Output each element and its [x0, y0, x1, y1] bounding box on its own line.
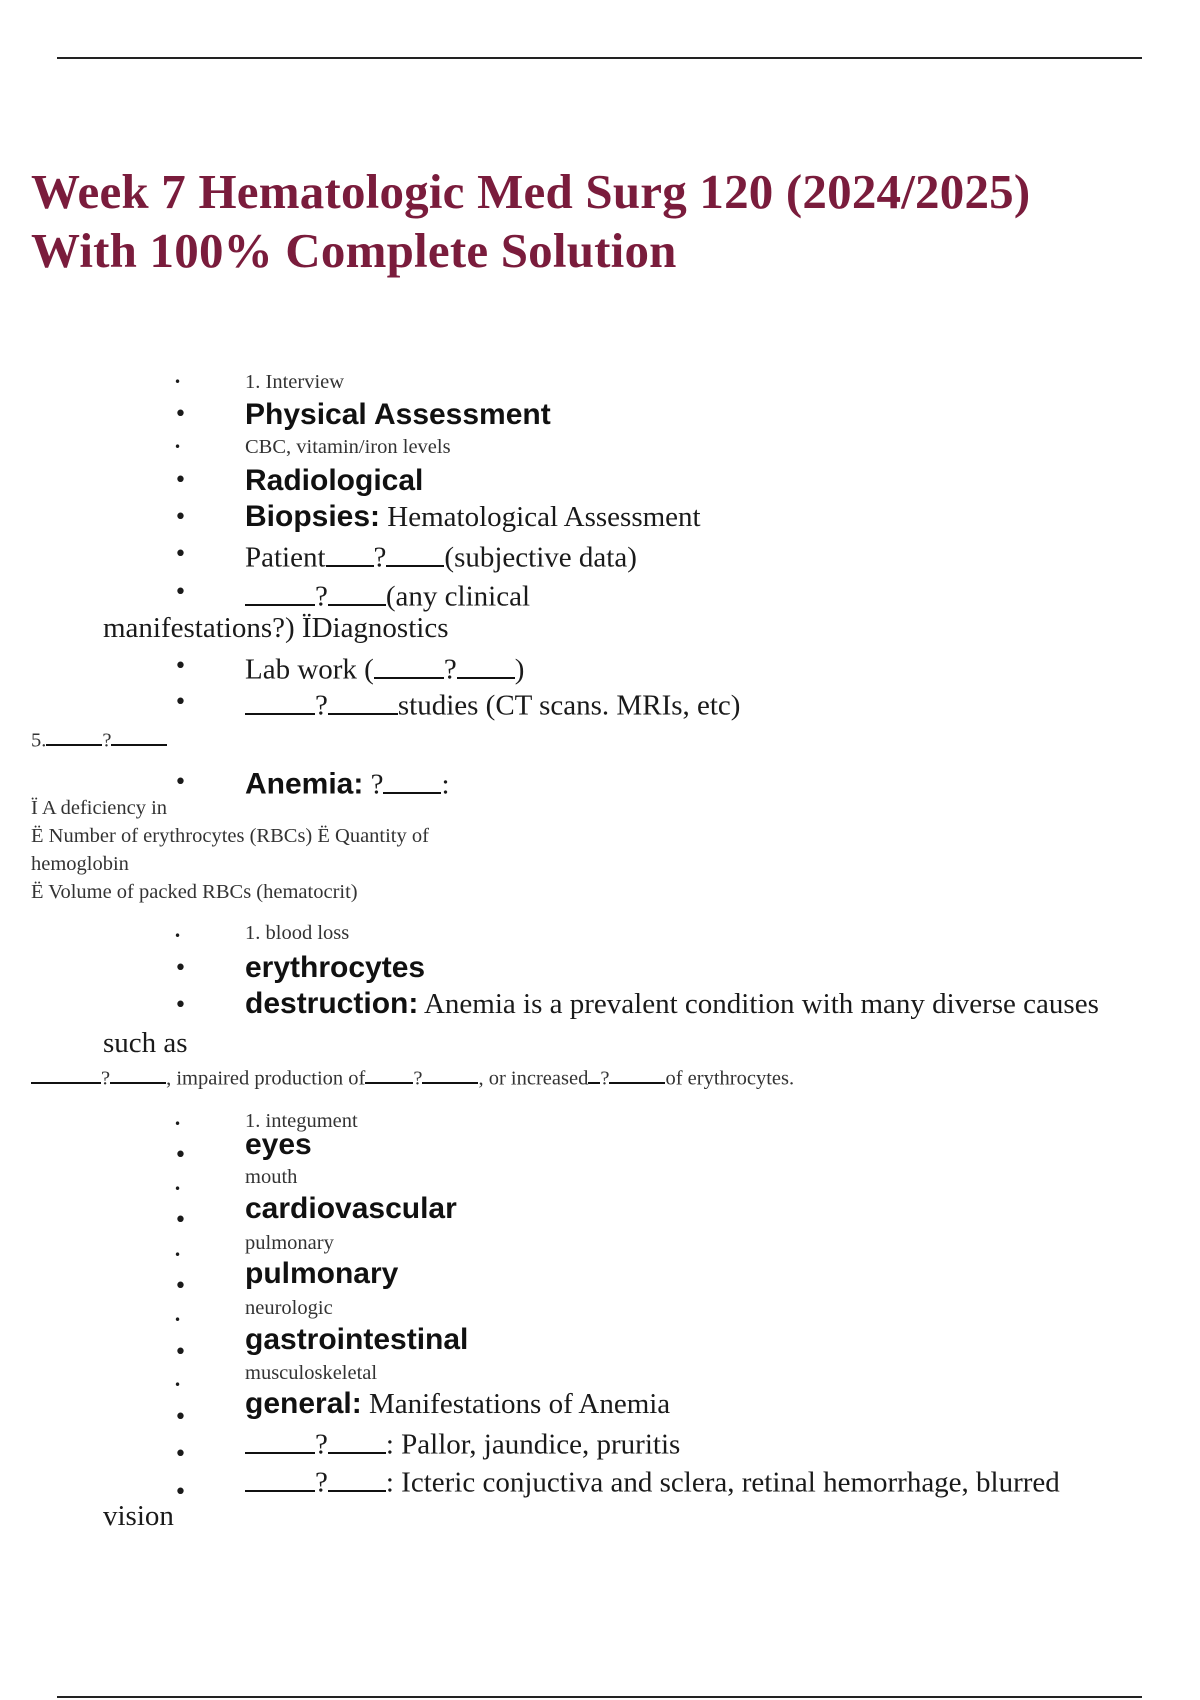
list-item-cardiovascular: cardiovascular: [245, 1192, 457, 1225]
list-item-icteric: [245, 1462, 1060, 1500]
anemia-definition-3: hemoglobin: [31, 853, 129, 875]
list-item-studies: [245, 685, 740, 723]
patient-text: Patient: [245, 541, 326, 574]
lab-work-text: Lab work (: [245, 653, 374, 686]
blank-question: ?: [373, 541, 387, 574]
general-text: Manifestations of Anemia: [361, 1388, 671, 1420]
icteric-continuation: vision: [103, 1500, 174, 1532]
blank-line: [328, 1424, 386, 1454]
list-item-biopsies: [245, 500, 701, 534]
blank-line: [365, 1063, 413, 1084]
blank-line: [609, 1063, 665, 1084]
causes-fill-in: [31, 1063, 794, 1090]
list-item-erythrocytes: erythrocytes: [245, 951, 426, 984]
bullet: •: [174, 654, 187, 679]
pallor-text: : Pallor, jaundice, pruritis: [385, 1428, 681, 1461]
list-item-pulmonary: pulmonary: [245, 1257, 399, 1290]
blank-question: ?: [363, 768, 384, 801]
list-item-radiological: Radiological: [245, 464, 424, 497]
list-item-pulmonary-small: pulmonary: [245, 1232, 334, 1254]
causes-text-1: , impaired production of: [166, 1067, 366, 1090]
bullet: •: [174, 1313, 182, 1327]
blank-question: ?: [315, 1428, 328, 1461]
blank-line: [386, 537, 444, 567]
list-item-general: [245, 1387, 670, 1421]
list-item-patient: [245, 537, 637, 575]
bullet: •: [174, 375, 182, 389]
bullet: •: [174, 1208, 187, 1233]
bullet: •: [174, 956, 187, 981]
bullet: •: [174, 542, 187, 567]
blank-line: [328, 685, 398, 715]
bullet: •: [174, 1248, 182, 1262]
list-item-eyes: eyes: [245, 1128, 312, 1161]
anemia-definition-2: Ë Number of erythrocytes (RBCs) Ë Quantity of: [31, 825, 429, 847]
blank-line: [328, 1462, 386, 1492]
blank-line: [328, 576, 386, 606]
list-item-pallor: [245, 1424, 680, 1462]
blank-line: [374, 649, 444, 679]
list-item-destruction: [245, 987, 1099, 1021]
blank-question: ?: [315, 580, 328, 613]
bullet: •: [174, 1340, 187, 1365]
blank-question: ?: [101, 1067, 111, 1090]
clinical-continuation: manifestations?) ÏDiagnostics: [103, 612, 449, 644]
bullet: •: [174, 1480, 187, 1505]
blank-line: [245, 576, 315, 606]
title-line-2: With 100% Complete Solution: [31, 223, 677, 278]
bullet: •: [174, 1442, 187, 1467]
item-five: [31, 725, 167, 752]
bottom-rule: [57, 1696, 1142, 1698]
bullet: •: [174, 440, 182, 454]
blank-line: [110, 1063, 166, 1084]
list-item-integument: 1. integument: [245, 1110, 358, 1132]
bullet: •: [174, 690, 187, 715]
clinical-text: (any clinical: [385, 580, 530, 613]
bullet: •: [174, 1117, 182, 1131]
studies-text: studies (CT scans. MRIs, etc): [397, 689, 741, 722]
bullet: •: [174, 1182, 182, 1196]
list-item-interview: 1. Interview: [245, 371, 345, 393]
causes-text-2: , or increased: [478, 1067, 589, 1090]
blank-line: [422, 1063, 478, 1084]
destruction-continuation: such as: [103, 1027, 188, 1059]
general-label: general:: [245, 1387, 362, 1420]
list-item-anemia: [245, 764, 450, 802]
list-item-gastrointestinal: gastrointestinal: [245, 1323, 469, 1356]
anemia-definition-1: Ï A deficiency in: [31, 797, 168, 819]
blank-line: [31, 1063, 101, 1084]
item-five-number: 5.: [31, 729, 47, 752]
bullet: •: [174, 468, 187, 493]
blank-question: ?: [315, 689, 328, 722]
title-line-1: Week 7 Hematologic Med Surg 120 (2024/2025): [31, 164, 1031, 219]
patient-suffix: (subjective data): [444, 541, 637, 574]
bullet: •: [174, 993, 187, 1018]
blank-line: [111, 725, 167, 746]
blank-question: ?: [102, 729, 112, 752]
blank-line: [326, 537, 374, 567]
destruction-label: destruction:: [245, 987, 419, 1020]
list-item-neurologic: neurologic: [245, 1297, 333, 1319]
bullet: •: [174, 1143, 187, 1168]
blank-line: [245, 1462, 315, 1492]
biopsies-label: Biopsies:: [245, 500, 381, 533]
top-rule: [57, 57, 1142, 59]
bullet: •: [174, 402, 187, 427]
blank-line: [383, 764, 441, 794]
list-item-clinical: [245, 576, 530, 614]
anemia-colon: :: [441, 768, 450, 801]
bullet: •: [174, 770, 187, 795]
list-item-mouth: mouth: [245, 1166, 298, 1188]
bullet: •: [174, 505, 187, 530]
icteric-text: : Icteric conjuctiva and sclera, retinal hemorrhage, blurred: [385, 1466, 1060, 1499]
anemia-label: Anemia:: [245, 767, 364, 801]
biopsies-text: Hematological Assessment: [380, 501, 701, 533]
blank-question: ?: [315, 1466, 328, 1499]
document-title: [31, 162, 1030, 280]
blank-question: ?: [600, 1067, 610, 1090]
blank-line: [588, 1063, 600, 1084]
blank-question: ?: [413, 1067, 423, 1090]
lab-work-suffix: ): [514, 653, 525, 686]
list-item-musculoskeletal: musculoskeletal: [245, 1362, 378, 1384]
anemia-definition-4: Ë Volume of packed RBCs (hematocrit): [31, 881, 358, 903]
list-item-lab-work: [245, 649, 524, 687]
list-item-blood-loss: 1. blood loss: [245, 922, 350, 944]
bullet: •: [174, 1378, 182, 1392]
list-item-physical-assessment: Physical Assessment: [245, 398, 551, 431]
blank-question: ?: [443, 653, 457, 686]
bullet: •: [174, 1405, 187, 1430]
bullet: •: [174, 929, 182, 943]
bullet: •: [174, 1274, 187, 1299]
blank-line: [46, 725, 102, 746]
destruction-text: Anemia is a prevalent condition with many diverse causes: [418, 988, 1099, 1020]
blank-line: [245, 1424, 315, 1454]
causes-text-3: of erythrocytes.: [665, 1067, 795, 1090]
blank-line: [457, 649, 515, 679]
bullet: •: [174, 580, 187, 605]
list-item-cbc: CBC, vitamin/iron levels: [245, 436, 451, 458]
blank-line: [245, 685, 315, 715]
